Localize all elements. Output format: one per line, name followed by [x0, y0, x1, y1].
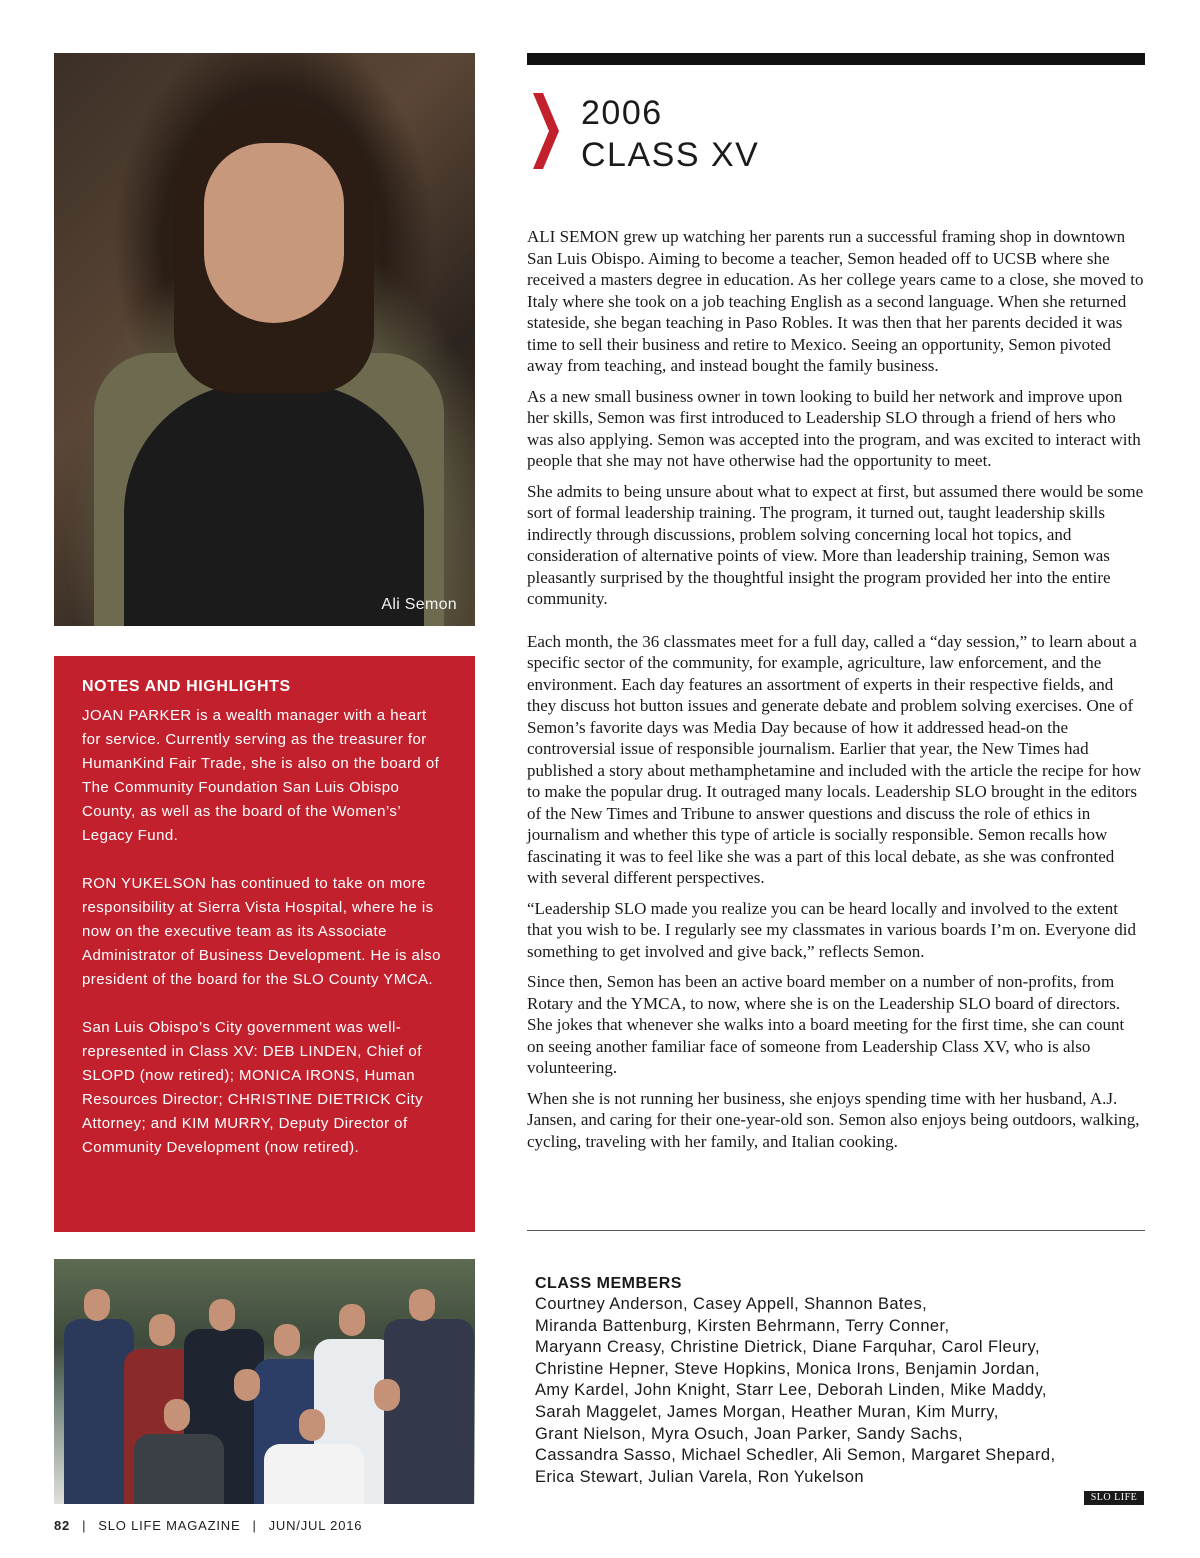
portrait-photo — [54, 53, 475, 626]
section-divider — [527, 1230, 1145, 1231]
photo-head — [274, 1324, 300, 1356]
photo-head — [339, 1304, 365, 1336]
article-paragraph: “Leadership SLO made you realize you can be heard locally and involved to the extent that you wish to be. I regularly see my classmates in various boards I’m on. Everyone did something to get involved and give back,” reflects Semon. — [527, 898, 1137, 961]
photo-head — [209, 1299, 235, 1331]
page-number: 82 — [54, 1518, 71, 1533]
notes-paragraph: San Luis Obispo’s City government was well-represented in Class XV: DEB LINDEN, Chief of SLOPD (now retired); MONICA IRONS, Human Resources Director; CHRISTINE DIETRICK City Attorney; and KIM MURRY, Deputy Director of Community Development (now retired). — [82, 1019, 424, 1156]
article-paragraph: She admits to being unsure about what to expect at first, but assumed there would be some sort of formal leadership training. The program, it turned out, taught leadership skills indirectly through discussions, problem solving concerning local hot topics, and consideration of alternative points of view. More than leadership training, Semon was pleasantly surprised by the thoughtful insight the program provided her into the entire community. — [527, 481, 1144, 608]
article-paragraph: Each month, the 36 classmates meet for a full day, called a “day session,” to learn about a specific sector of the community, for example, agriculture, law enforcement, and the environment. Each day features an assortment of experts in their respective fields, and they discuss hot button issues and generate debate and problem solving exercises. One of Semon’s favorite days was Media Day because of how it addressed head-on the controversial issue of responsible journalism. Earlier that year, the New Times had published a story about methamphetamine and included with the article the recipe for how to make the popular drug. It outraged many locals. Leadership SLO brought in the editors of the New Times and Tribune to answer questions and discuss the role of ethics in journalism and whether this type of article is socially responsible. Semon recalls how fascinating it was to feel like she was a part of this local debate, as she was confronted with several different perspectives. — [527, 631, 1142, 887]
article-paragraph: As a new small business owner in town looking to build her network and improve upon her skills, Semon was first introduced to Leadership SLO through a friend of hers who was also applying. Semon was accepted into the program, and was excited to interact with people that she may not have otherwise had the opportunity to meet. — [527, 386, 1141, 470]
photo-caption: Ali Semon — [381, 596, 457, 613]
title-year: 2006 — [581, 94, 663, 132]
members-line: Maryann Creasy, Christine Dietrick, Diane Farquhar, Carol Fleury, — [535, 1338, 1040, 1357]
members-line: Miranda Battenburg, Kirsten Behrmann, Terry Conner, — [535, 1316, 950, 1335]
photo-head — [234, 1369, 260, 1401]
members-line: Courtney Anderson, Casey Appell, Shannon Bates, — [535, 1295, 928, 1313]
group-photo — [54, 1259, 475, 1504]
photo-face — [204, 143, 344, 323]
page-title — [581, 92, 759, 176]
article-body — [527, 226, 1145, 1161]
photo-shirt — [124, 383, 424, 626]
photo-head — [374, 1379, 400, 1411]
photo-head — [149, 1314, 175, 1346]
article-paragraph: Since then, Semon has been an active board member on a number of non-profits, from Rotary and the YMCA, to now, where she is on the Leadership SLO board of directors. She jokes that whenever she walks into a board meeting for the first time, she can count on seeing another familiar face of someone from Leadership Class XV, who is also volunteering. — [527, 972, 1125, 1077]
title-class: CLASS XV — [581, 136, 760, 174]
page-footer: 82 | SLO LIFE MAGAZINE | JUN/JUL 2016 — [54, 1518, 363, 1533]
article-paragraph: When she is not running her business, she enjoys spending time with her husband, A.J. Jansen, and caring for their one-year-old son. Semon also enjoys being outdoors, walking, cycling, traveling with her family, and Italian cooking. — [527, 1088, 1140, 1151]
article-paragraph: ALI SEMON grew up watching her parents run a successful framing shop in downtown San Luis Obispo. Aiming to become a teacher, Semon headed off to UCSB where she received a masters degree in education. As her college years came to a close, she moved to Italy where she took on a job teaching English as a second language. When she returned stateside, she began teaching in Paso Robles. It was then that her parents decided it was time to sell their business and retire to Mexico. Seeing an opportunity, Semon pivoted away from teaching, and instead bought the family business. — [527, 227, 1144, 375]
photo-person — [384, 1319, 474, 1504]
photo-person — [134, 1434, 224, 1504]
chevron-icon — [533, 93, 559, 169]
members-line: Christine Hepner, Steve Hopkins, Monica Irons, Benjamin Jordan, — [535, 1359, 1040, 1378]
photo-head — [409, 1289, 435, 1321]
notes-heading: NOTES AND HIGHLIGHTS — [82, 678, 291, 695]
magazine-name: SLO LIFE MAGAZINE — [98, 1518, 241, 1533]
members-line: Sarah Maggelet, James Morgan, Heather Muran, Kim Murry, — [535, 1402, 999, 1421]
photo-head — [299, 1409, 325, 1441]
issue-date: JUN/JUL 2016 — [268, 1518, 363, 1533]
notes-paragraph: JOAN PARKER is a wealth manager with a heart for service. Currently serving as the treasurer for HumanKind Fair Trade, she is also on the board of The Community Foundation San Luis Obispo County, as well as the board of the Women’s’ Legacy Fund. — [82, 707, 440, 844]
members-line: Grant Nielson, Myra Osuch, Joan Parker, Sandy Sachs, — [535, 1424, 963, 1443]
notes-box — [54, 656, 475, 1232]
photo-head — [164, 1399, 190, 1431]
notes-paragraph: RON YUKELSON has continued to take on more responsibility at Sierra Vista Hospital, where he is now on the executive team as its Associate Administrator of Business Development. He is also president of the board for the SLO County YMCA. — [82, 875, 441, 988]
members-heading: CLASS MEMBERS — [535, 1275, 682, 1292]
members-line: Erica Stewart, Julian Varela, Ron Yukelson — [535, 1467, 864, 1486]
members-line: Amy Kardel, John Knight, Starr Lee, Deborah Linden, Mike Maddy, — [535, 1381, 1047, 1400]
class-members — [535, 1274, 1135, 1488]
top-rule-bar — [527, 53, 1145, 65]
slo-life-logo: SLO LIFE — [1084, 1491, 1144, 1505]
members-line: Cassandra Sasso, Michael Schedler, Ali Semon, Margaret Shepard, — [535, 1446, 1056, 1465]
photo-person — [264, 1444, 364, 1504]
photo-head — [84, 1289, 110, 1321]
